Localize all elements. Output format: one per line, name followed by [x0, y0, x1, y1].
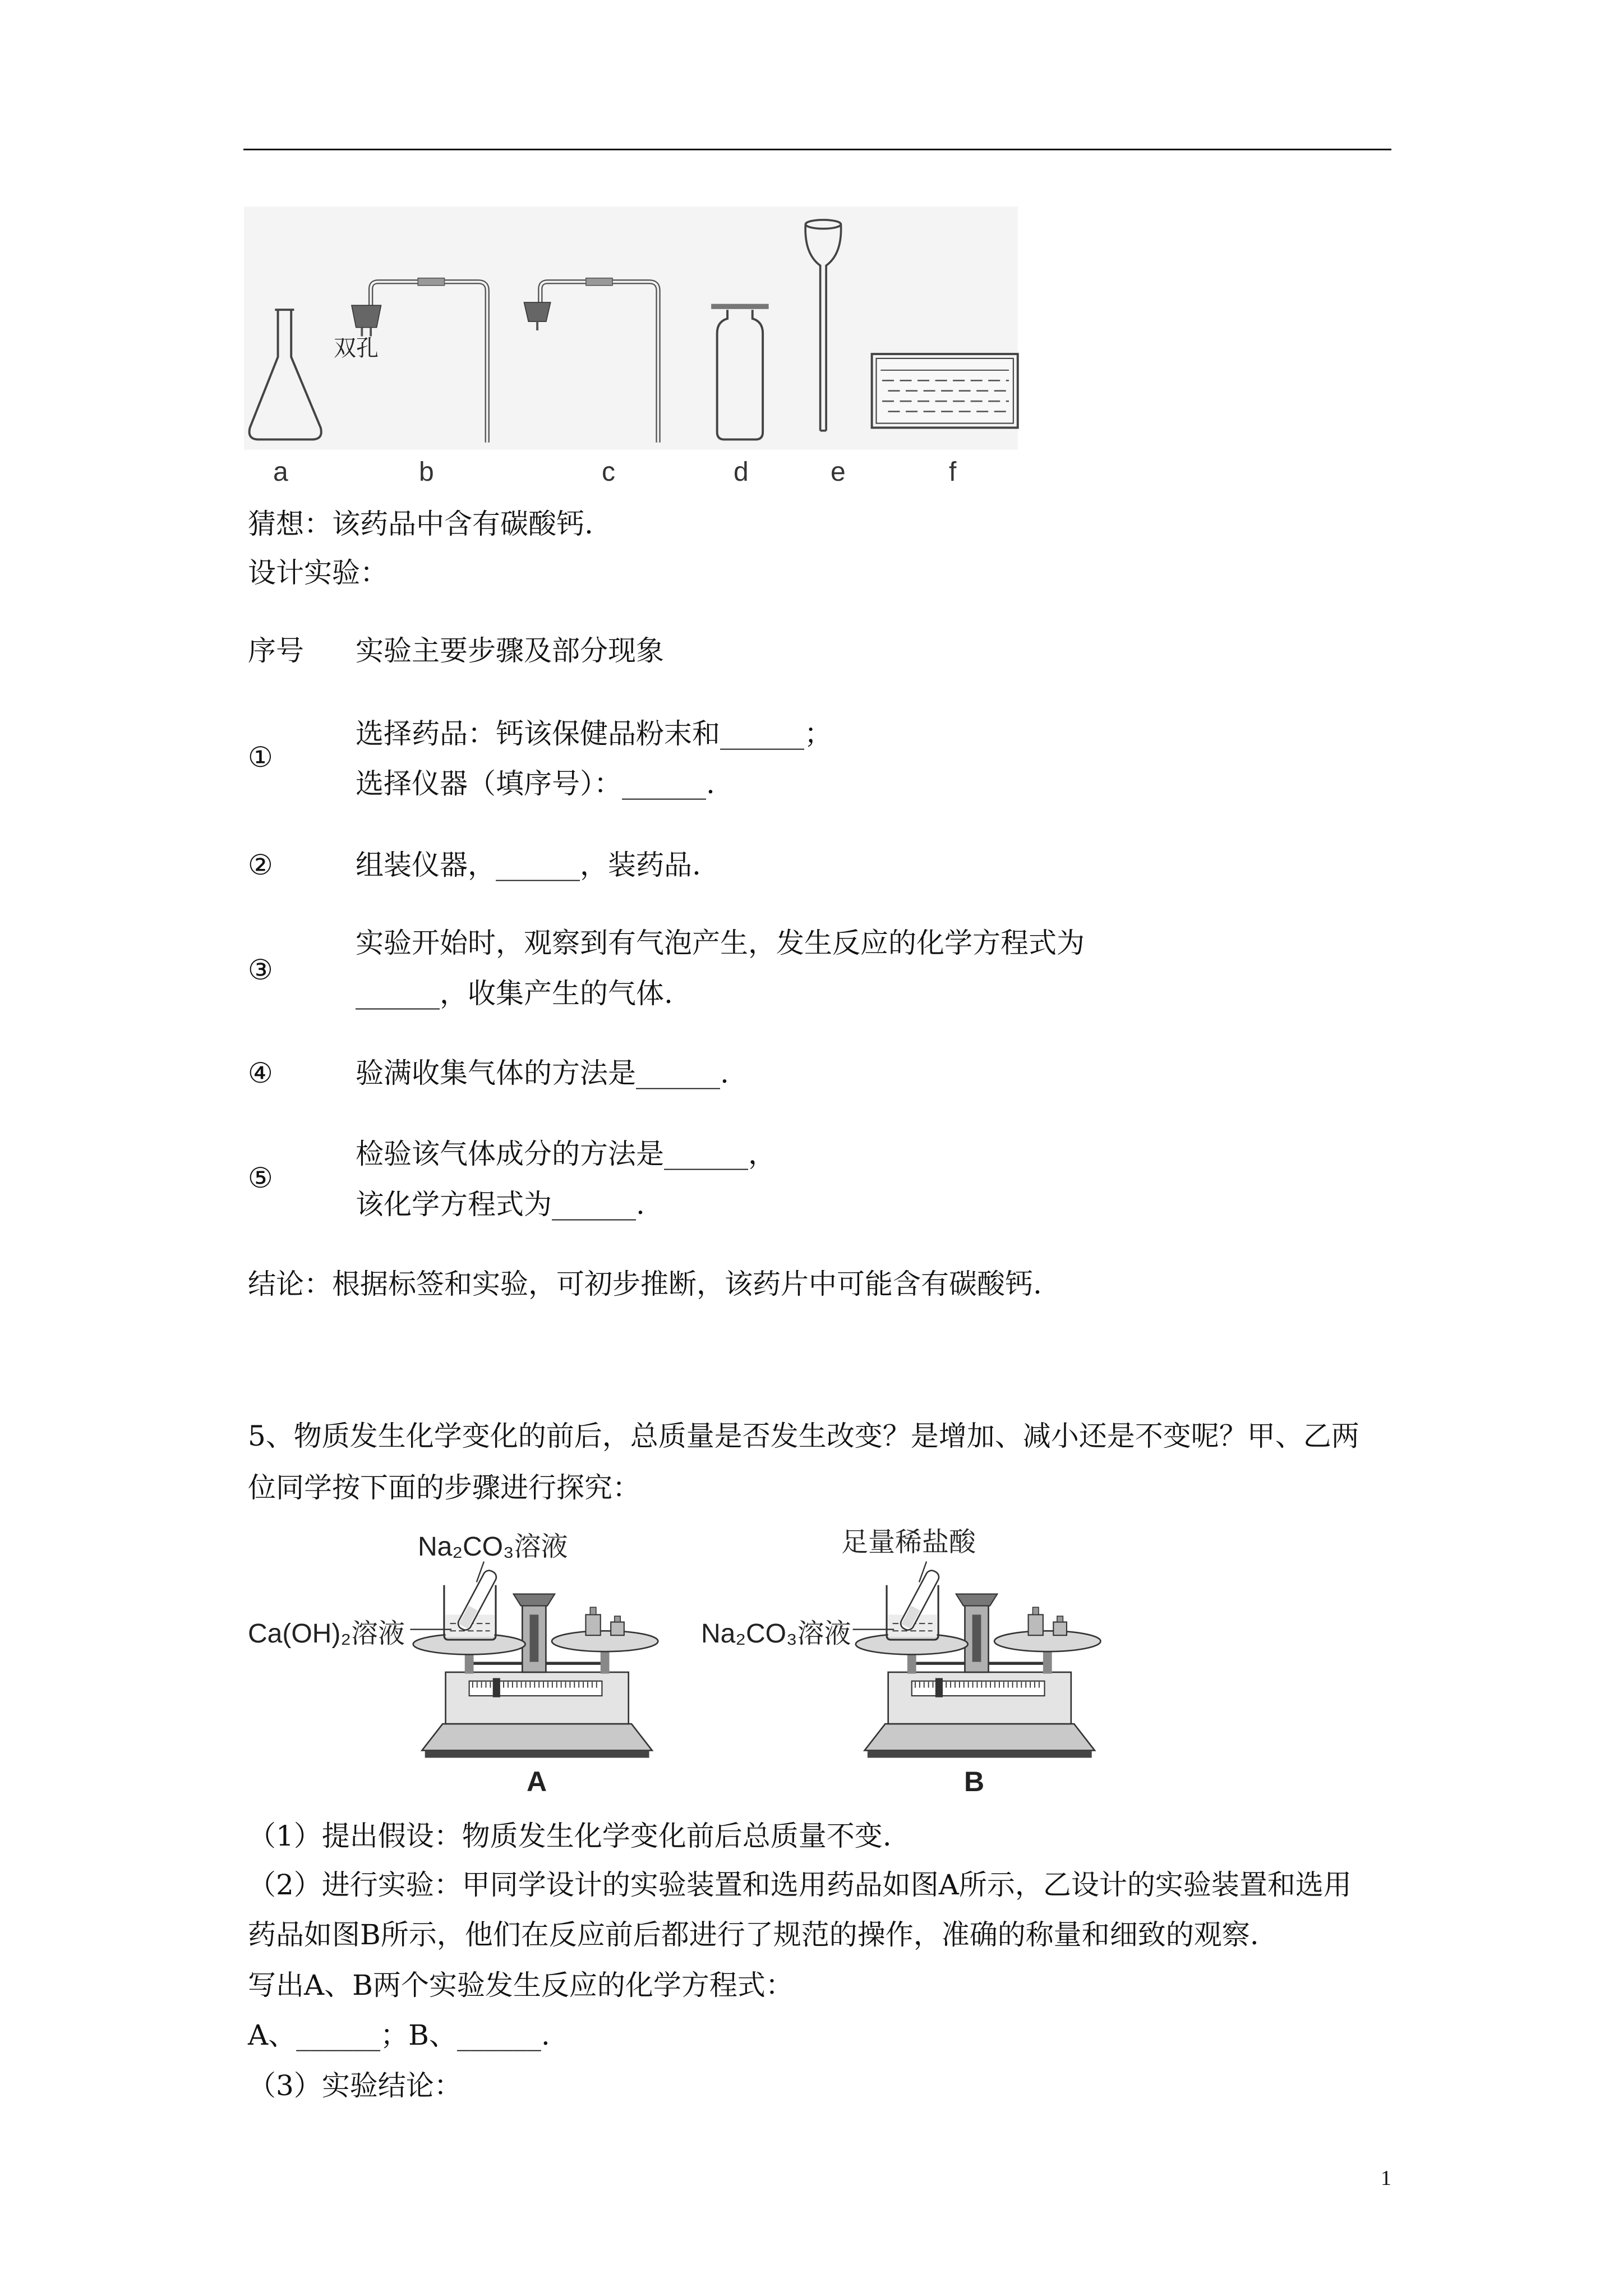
balance-b-top-label: 足量稀盐酸 [841, 1527, 976, 1557]
water-trough-f [872, 354, 1018, 427]
apparatus-label-b: b [419, 457, 434, 487]
balance-body [888, 1672, 1071, 1724]
question5-part: （2）进行实验：甲同学设计的实验装置和选用药品如图A所示，乙设计的实验装置和选用 [248, 1869, 1352, 1901]
conclusion-text: 结论：根据标签和实验，可初步推断，该药片中可能含有碳酸钙. [248, 1268, 1042, 1300]
table-header-steps: 实验主要步骤及部分现象 [356, 634, 664, 667]
balance-base [865, 1724, 1095, 1758]
rider-scale [469, 1678, 602, 1697]
step-text: 选择仪器（填序号）：______. [356, 767, 715, 800]
design-title: 设计实验： [248, 556, 388, 589]
step-text: 验满收集气体的方法是______. [356, 1057, 729, 1089]
question5-stem: 位同学按下面的步骤进行探究： [248, 1471, 640, 1504]
question5-part: 写出A、B两个实验发生反应的化学方程式： [248, 1969, 794, 2001]
pointer-column [956, 1594, 998, 1672]
apparatus-label-d: d [734, 457, 749, 487]
step-number: ② [248, 849, 273, 881]
balance-b [853, 1562, 1101, 1758]
apparatus-label-c: c [602, 457, 615, 487]
apparatus-figure [236, 204, 1033, 457]
step-text: 实验开始时，观察到有气泡产生，发生反应的化学方程式为 [356, 927, 1085, 959]
step-text: 选择药品：钙该保健品粉末和______； [356, 717, 832, 750]
table-header-number: 序号 [248, 634, 304, 667]
balance-b-caption: B [964, 1766, 985, 1797]
apparatus-label-f: f [949, 457, 957, 487]
step-text: 该化学方程式为______. [356, 1188, 645, 1221]
question5-part: A、______；B、______. [248, 2019, 550, 2051]
question5-part: 药品如图B所示，他们在反应前后都进行了规范的操作，准确的称量和细致的观察. [248, 1918, 1259, 1951]
step-text: 组装仪器，______，装药品. [356, 849, 701, 881]
step-number: ④ [248, 1057, 273, 1089]
rider-scale [912, 1678, 1045, 1697]
right-pan [552, 1631, 658, 1673]
balance-a-caption: A [527, 1766, 547, 1797]
pointer-column [514, 1594, 555, 1672]
balance-a-top-label: Na₂CO₃溶液 [418, 1532, 568, 1562]
balance-figure [236, 1520, 1106, 1808]
balance-b-side-label: Na₂CO₃溶液 [701, 1619, 851, 1649]
step-number: ① [248, 741, 273, 774]
step-number: ③ [248, 954, 273, 986]
apparatus-label-e: e [831, 457, 846, 487]
balance-base [422, 1724, 652, 1758]
balance-a [410, 1562, 658, 1758]
apparatus-label-a: a [273, 457, 288, 487]
question5-part: （1）提出假设：物质发生化学变化前后总质量不变. [248, 1820, 892, 1852]
page-number: 1 [1381, 2166, 1391, 2190]
question5-part: （3）实验结论： [248, 2069, 462, 2102]
two-hole-stopper-label: 双孔 [334, 336, 379, 361]
right-pan [994, 1631, 1100, 1673]
balance-a-side-label: Ca(OH)₂溶液 [248, 1619, 405, 1649]
hypothesis-text: 猜想：该药品中含有碳酸钙. [248, 508, 593, 540]
question5-stem: 5、物质发生化学变化的前后，总质量是否发生改变？是增加、减小还是不变呢？甲、乙两 [248, 1420, 1359, 1452]
balance-body [446, 1672, 629, 1724]
step-text: 检验该气体成分的方法是______， [356, 1138, 776, 1170]
step-text: ______，收集产生的气体. [356, 977, 673, 1010]
step-number: ⑤ [248, 1162, 273, 1194]
header-rule [243, 149, 1391, 150]
